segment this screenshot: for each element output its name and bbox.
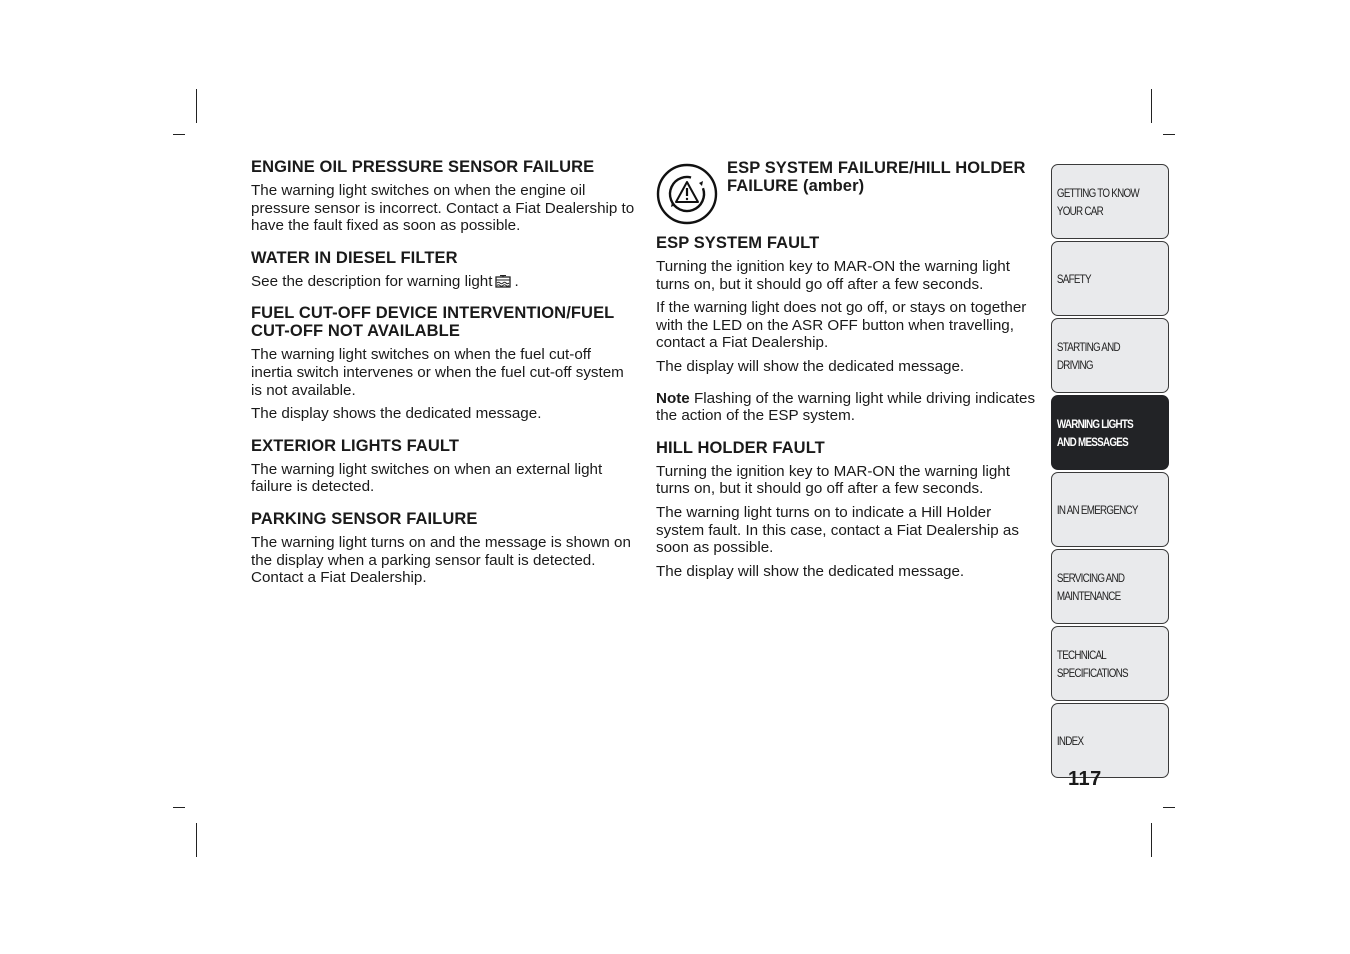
paragraph: The display will show the dedicated message. (656, 357, 965, 375)
tab-in-an-emergency[interactable] (1051, 472, 1169, 547)
section-heading: ENGINE OIL PRESSURE SENSOR FAILURE (251, 158, 595, 176)
section-water-in-diesel-filter (251, 249, 636, 291)
tab-label: SERVICING AND MAINTENANCE (1056, 570, 1125, 603)
tab-label: GETTING TO KNOW YOUR CAR (1056, 185, 1139, 218)
section-heading: ESP SYSTEM FAULT (656, 234, 820, 252)
crop-mark (196, 823, 197, 857)
paragraph: The warning light switches on when the engine oil pressure sensor is incorrect. Contact a Fiat Dealership to have the fault fixed as soon as possible. (251, 182, 635, 235)
crop-mark (173, 807, 185, 808)
chapter-tabs (1051, 164, 1169, 780)
note-text: Flashing of the warning light while driving indicates the action of the ESP system. (656, 389, 1036, 425)
esp-title: ESP SYSTEM FAILURE/HILL HOLDER FAILURE (amber) (727, 159, 1026, 195)
note-paragraph (656, 390, 1041, 425)
tab-label: WARNING LIGHTS AND MESSAGES (1056, 416, 1133, 449)
section-heading: PARKING SENSOR FAILURE (251, 509, 478, 528)
paragraph: If the warning light does not go off, or stays on together with the LED on the ASR OFF button when travelling, contact a Fiat Dealership. (656, 299, 1027, 352)
note-label: Note (656, 389, 690, 407)
paragraph-text: . (514, 272, 519, 290)
left-column (251, 158, 636, 601)
paragraph: The warning light turns on to indicate a Hill Holder system fault. In this case, contact a Fiat Dealership as soon as possible. (656, 503, 1019, 557)
tab-technical-specifications[interactable] (1051, 626, 1169, 701)
esp-header (656, 158, 1041, 232)
section-heading: EXTERIOR LIGHTS FAULT (251, 436, 460, 455)
paragraph-text: See the description for warning light (251, 272, 493, 290)
section-engine-oil-pressure-sensor (251, 158, 636, 235)
section-heading: HILL HOLDER FAULT (656, 438, 825, 457)
tab-getting-to-know-your-car[interactable] (1051, 164, 1169, 239)
paragraph: Turning the ignition key to MAR-ON the warning light turns on, but it should go off after a few seconds. (656, 462, 1010, 498)
crop-mark (1163, 134, 1175, 135)
crop-mark (1151, 823, 1152, 857)
tab-safety[interactable] (1051, 241, 1169, 316)
section-fuel-cut-off (251, 304, 636, 422)
tab-index[interactable] (1051, 703, 1169, 778)
paragraph (251, 273, 636, 291)
paragraph: Turning the ignition key to MAR-ON the warning light turns on, but it should go off after a few seconds. (656, 258, 1010, 293)
tab-label: SAFETY (1056, 271, 1091, 286)
page-number: 117 (1068, 768, 1102, 790)
tab-starting-and-driving[interactable] (1051, 318, 1169, 393)
tab-label: IN AN EMERGENCY (1056, 502, 1138, 517)
paragraph: The warning light switches on when the fuel cut-off inertia switch intervenes or when the fuel cut-off system is not available. (251, 346, 624, 399)
tab-servicing-and-maintenance[interactable] (1051, 549, 1169, 624)
paragraph: The display shows the dedicated message. (251, 405, 542, 423)
section-heading: WATER IN DIESEL FILTER (251, 248, 458, 267)
middle-column (656, 158, 1041, 594)
paragraph: The display will show the dedicated message. (656, 562, 965, 580)
esp-warning-icon (656, 163, 718, 225)
crop-mark (1163, 807, 1175, 808)
crop-mark (196, 89, 197, 123)
paragraph: The warning light turns on and the message is shown on the display when a parking sensor fault is detected. Contact a Fiat Dealership. (251, 533, 631, 587)
section-parking-sensor-failure (251, 510, 636, 587)
tab-label: INDEX (1056, 733, 1084, 748)
crop-mark (173, 134, 185, 135)
water-in-fuel-filter-icon (494, 275, 512, 288)
tab-warning-lights-and-messages[interactable] (1051, 395, 1169, 470)
paragraph: The warning light switches on when an external light failure is detected. (251, 460, 603, 496)
tab-label: TECHNICAL SPECIFICATIONS (1056, 647, 1128, 680)
crop-mark (1151, 89, 1152, 123)
section-exterior-lights-fault (251, 437, 636, 496)
section-esp-system-fault (656, 234, 1041, 425)
tab-label: STARTING AND DRIVING (1056, 339, 1120, 372)
section-hill-holder-fault (656, 439, 1041, 581)
section-heading: FUEL CUT-OFF DEVICE INTERVENTION/FUEL CUT-OFF NOT AVAILABLE (251, 304, 615, 341)
